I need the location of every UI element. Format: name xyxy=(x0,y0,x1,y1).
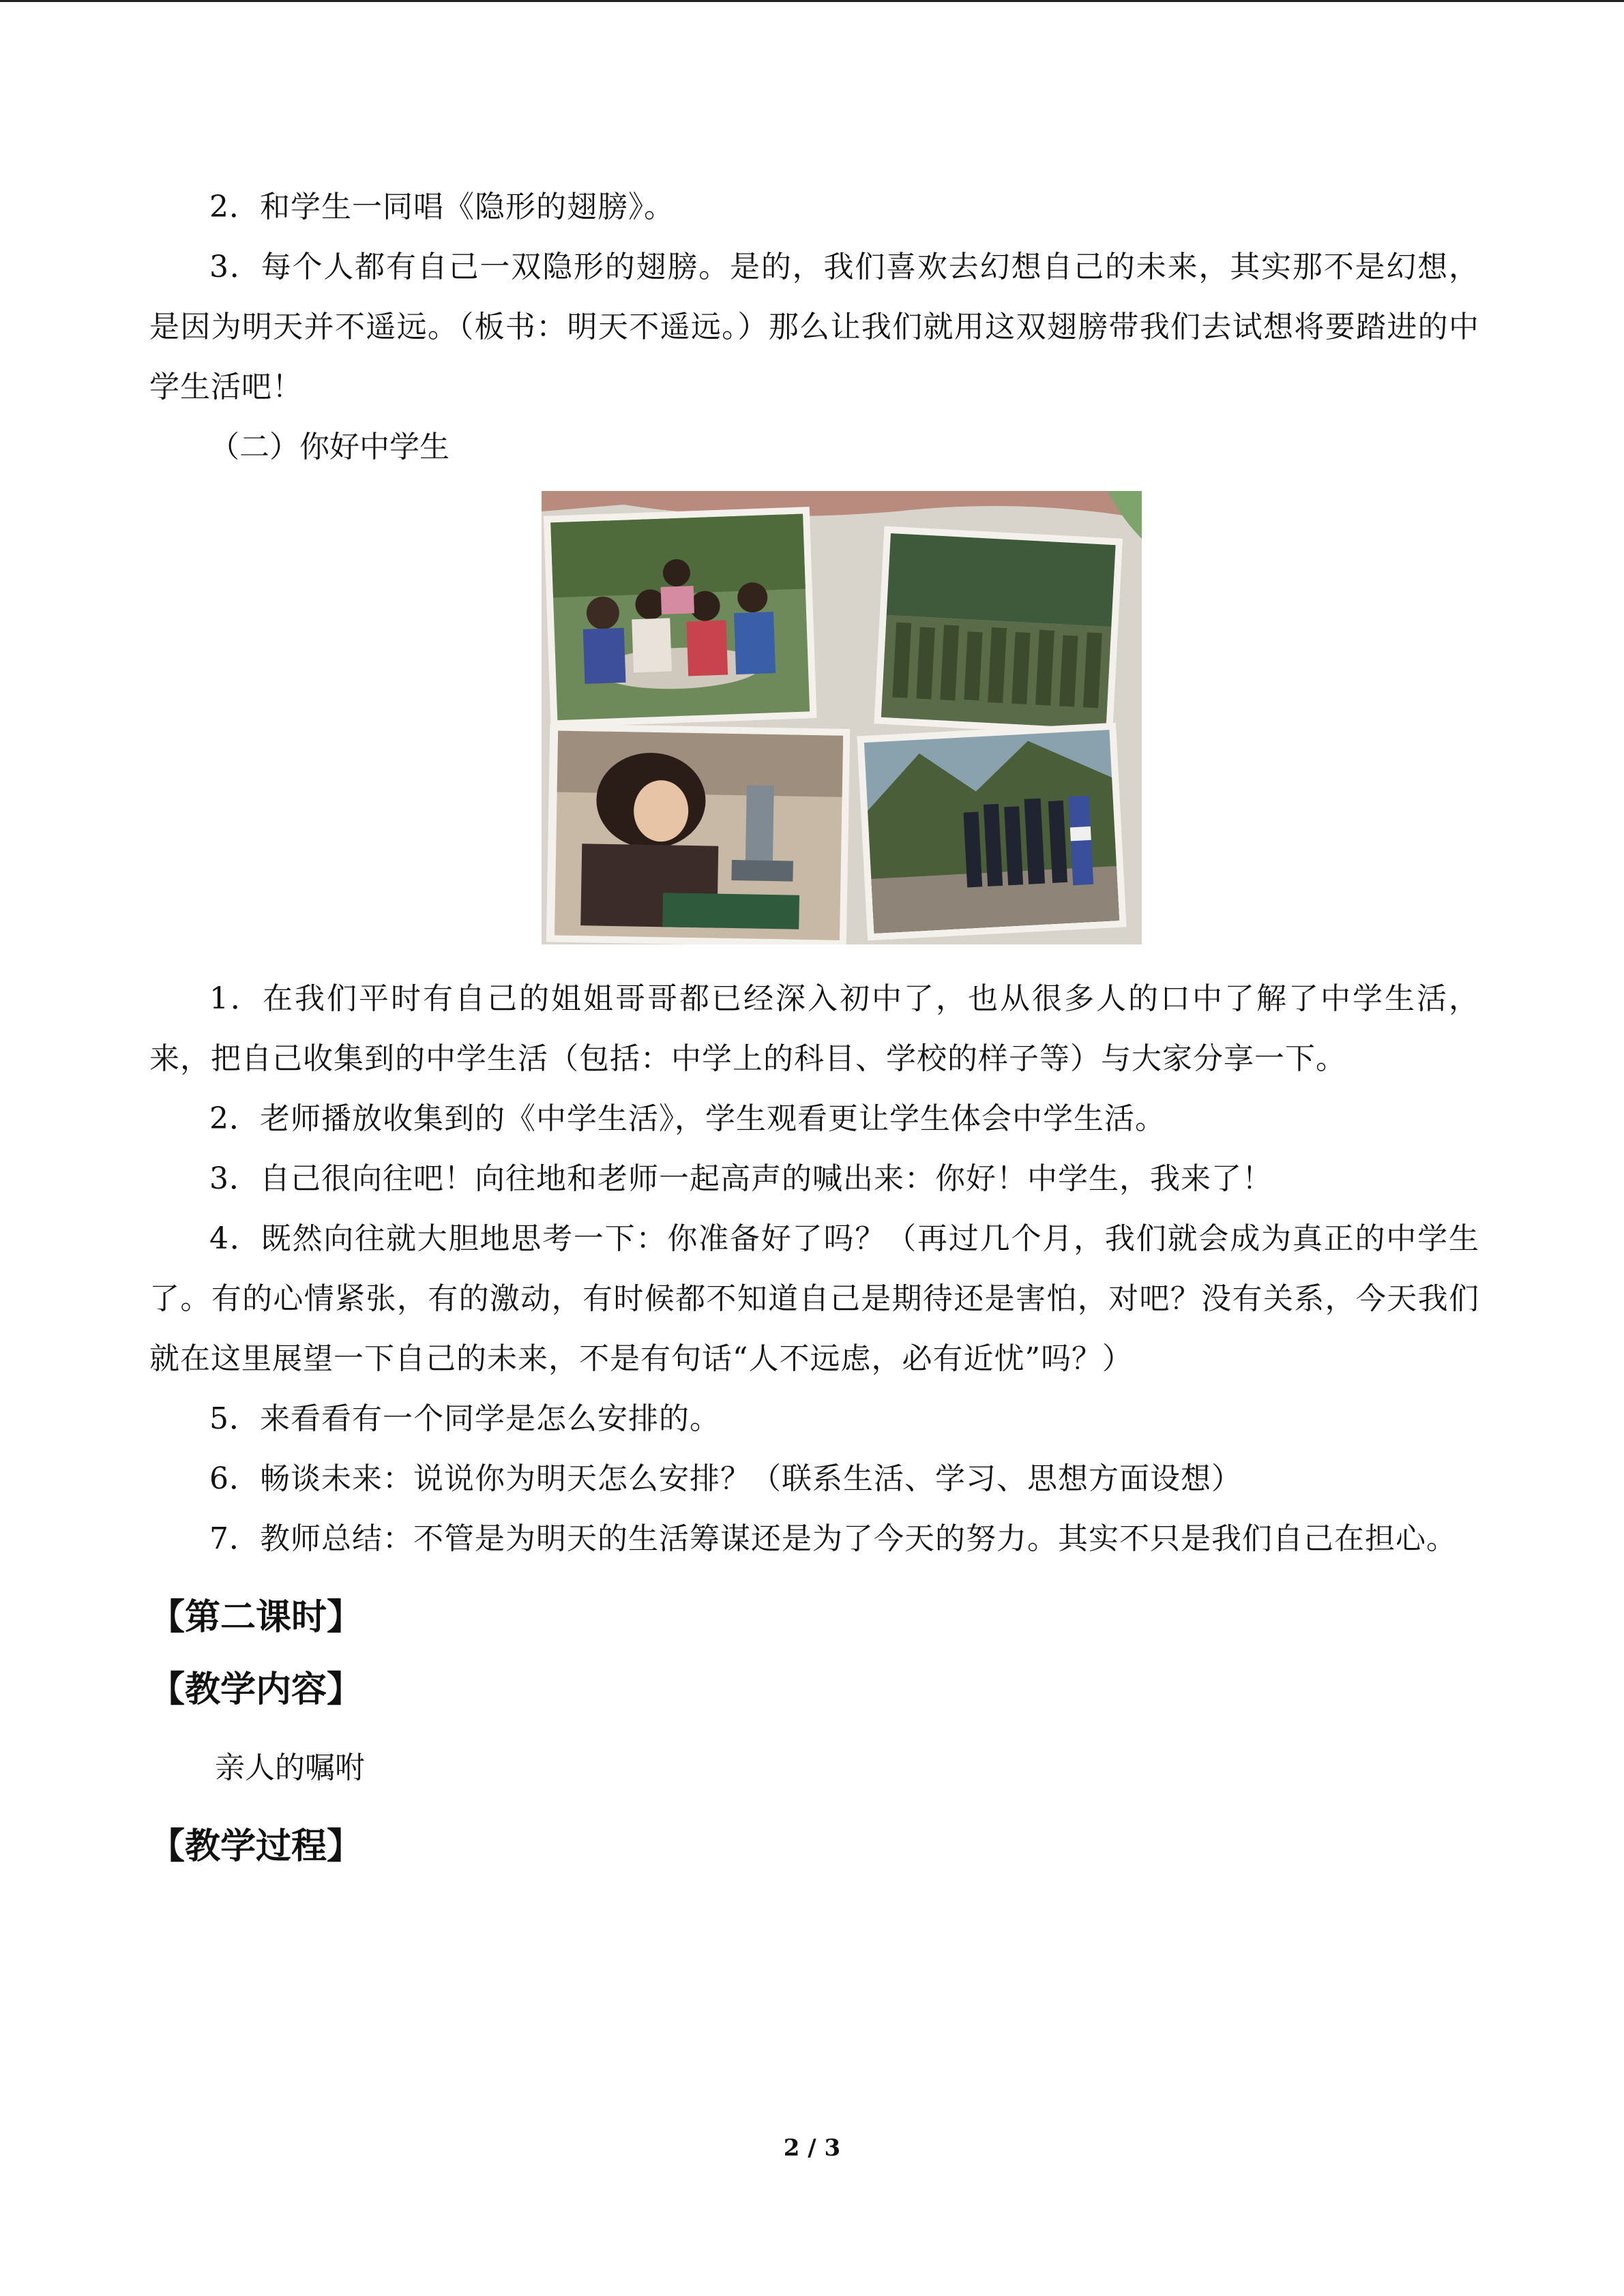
page-number: 2 / 3 xyxy=(783,2134,841,2162)
paragraph-teacher-summary: 7．教师总结：不管是为明天的生活筹谋还是为了今天的努力。其实不只是我们自己在担心。 xyxy=(209,1521,1457,1556)
heading-teaching-content: 【教学内容】 xyxy=(149,1669,363,1710)
photo-group-hiking xyxy=(857,723,1126,940)
paragraph-are-you-ready: 4．既然向往就大胆地思考一下：你准备好了吗？（再过几个月，我们就会成为真正的中学生了。有的心情紧张，有的激动，有时候都不知道自己是期待还是害怕，对吧？没有关系，今天我们就在这里展望一下自己的未来，不是有句话“人不远虑，必有近忧”吗？） xyxy=(149,1221,1479,1376)
top-border-line xyxy=(0,0,1624,2)
paragraph-share-middle-school: 1．在我们平时有自己的姐姐哥哥都已经深入初中了，也从很多人的口中了解了中学生活，来，把自己收集到的中学生活（包括：中学上的科目、学校的样子等）与大家分享一下。 xyxy=(149,981,1479,1076)
paragraph-play-video: 2．老师播放收集到的《中学生活》，学生观看更让学生体会中学生活。 xyxy=(209,1101,1166,1136)
section-subheading: （二）你好中学生 xyxy=(209,430,449,464)
teaching-content-text: 亲人的嘱咐 xyxy=(215,1750,365,1785)
photo-collage xyxy=(542,491,1142,944)
heading-teaching-process: 【教学过程】 xyxy=(149,1826,363,1867)
paragraph-classmate-plan: 5．来看看有一个同学是怎么安排的。 xyxy=(209,1401,720,1436)
paragraph-talk-future: 6．畅谈未来：说说你为明天怎么安排？（联系生活、学习、思想方面设想） xyxy=(209,1461,1242,1496)
heading-second-lesson: 【第二课时】 xyxy=(149,1597,363,1638)
photo-military-training xyxy=(874,526,1123,736)
paragraph-invisible-wings: 3．每个人都有自己一双隐形的翅膀。是的，我们喜欢去幻想自己的未来，其实那不是幻想，是因为明天并不遥远。（板书：明天不遥远。）那么让我们就用这双翅膀带我们去试想将要踏进的中学生活吧！ xyxy=(149,250,1479,404)
paragraph-sing-song: 2．和学生一同唱《隐形的翅膀》。 xyxy=(209,190,675,224)
photo-student-with-microscope xyxy=(546,724,851,944)
photo-collage-figure xyxy=(542,491,1142,944)
document-page xyxy=(149,177,1479,1895)
photo-students-around-table xyxy=(544,507,817,727)
paragraph-shout-together: 3．自己很向往吧！向往地和老师一起高声的喊出来：你好！中学生，我来了！ xyxy=(209,1161,1273,1196)
